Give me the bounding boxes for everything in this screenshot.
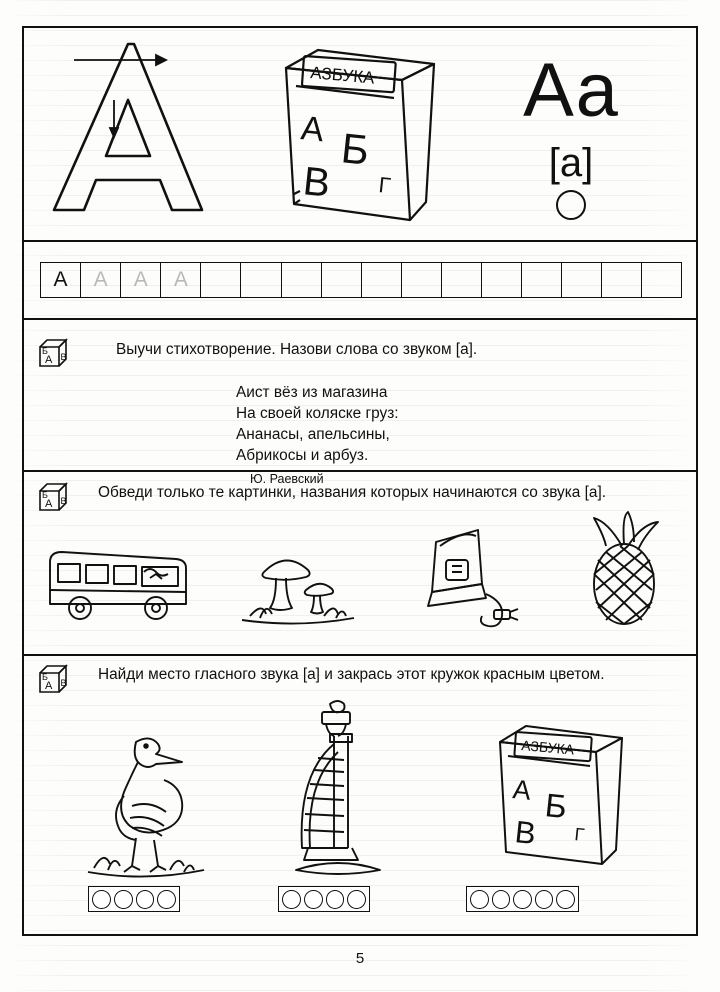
strip-cell[interactable]: А	[40, 262, 80, 298]
iron-icon[interactable]	[402, 526, 532, 630]
alphabet-book-icon	[270, 34, 450, 224]
task-sound-place	[24, 658, 696, 928]
svg-text:Г: Г	[573, 824, 586, 845]
cube-letter-a: А	[45, 354, 53, 366]
strip-cell[interactable]	[601, 262, 641, 298]
alphabet-book-icon[interactable]	[486, 712, 636, 868]
header-area	[24, 28, 696, 224]
svg-text:А: А	[511, 774, 533, 806]
sound-label: [а]	[548, 141, 594, 185]
svg-text:Г: Г	[377, 172, 392, 199]
answer-circle[interactable]	[136, 890, 155, 909]
answer-circle[interactable]	[157, 890, 176, 909]
task-poem-instruction: Выучи стихотворение. Назови слова со звуком [а].	[116, 341, 478, 358]
bus-icon[interactable]	[44, 542, 194, 628]
cube-letter-b: Б	[42, 346, 48, 356]
svg-text:А: А	[45, 498, 53, 510]
strip-cell[interactable]	[240, 262, 280, 298]
task-sound-instruction: Найди место гласного звука [а] и закрась этот кружок красным цветом.	[98, 666, 605, 683]
svg-text:Б: Б	[339, 124, 372, 174]
poem-line: На своей коляске груз:	[236, 405, 399, 422]
letter-pair: Аа	[523, 48, 619, 133]
answer-circle[interactable]	[470, 890, 489, 909]
task-circle-instruction: Обведи только те картинки, названия которых начинаются со звука [а].	[98, 484, 607, 501]
sound-circle	[556, 190, 586, 220]
answer-circle[interactable]	[556, 890, 575, 909]
svg-text:А: А	[45, 680, 53, 692]
svg-text:А: А	[299, 109, 326, 150]
strip-cell[interactable]: А	[120, 262, 160, 298]
answer-circle[interactable]	[535, 890, 554, 909]
answer-circle[interactable]	[347, 890, 366, 909]
strip-cell[interactable]	[441, 262, 481, 298]
strip-cell[interactable]	[321, 262, 361, 298]
svg-text:В: В	[513, 814, 538, 852]
strip-cell[interactable]: А	[80, 262, 120, 298]
answer-circle[interactable]	[304, 890, 323, 909]
svg-text:АЗБУКА: АЗБУКА	[309, 63, 376, 88]
big-letter-a-outline	[44, 38, 214, 218]
strip-cell[interactable]	[481, 262, 521, 298]
svg-text:В: В	[60, 496, 67, 506]
svg-text:В: В	[60, 678, 67, 688]
stork-icon[interactable]	[74, 722, 214, 882]
cube-icon	[36, 480, 70, 514]
divider-top	[24, 240, 696, 242]
task-circle-pictures	[24, 480, 696, 650]
strip-cell[interactable]	[401, 262, 441, 298]
strip-cell[interactable]	[521, 262, 561, 298]
harp-icon[interactable]	[274, 698, 404, 880]
task-poem	[24, 320, 696, 486]
answer-circle[interactable]	[326, 890, 345, 909]
answer-circle[interactable]	[92, 890, 111, 909]
cube-letter-v: В	[60, 352, 67, 362]
strip-cell[interactable]	[561, 262, 601, 298]
poem-line: Ананасы, апельсины,	[236, 426, 390, 443]
divider-task2	[24, 470, 696, 472]
strip-cell[interactable]	[200, 262, 240, 298]
letter-heading	[476, 48, 666, 220]
poem-line: Абрикосы и арбуз.	[236, 447, 369, 464]
svg-text:Б: Б	[42, 672, 48, 682]
pineapple-icon[interactable]	[570, 512, 680, 630]
strip-cell[interactable]: А	[160, 262, 200, 298]
answer-circle[interactable]	[492, 890, 511, 909]
strip-cell[interactable]	[281, 262, 321, 298]
svg-text:АЗБУКА: АЗБУКА	[520, 737, 575, 758]
answer-circle[interactable]	[513, 890, 532, 909]
svg-text:В: В	[301, 159, 333, 206]
answer-circle[interactable]	[114, 890, 133, 909]
page-number: 5	[355, 950, 365, 967]
answer-row-harp[interactable]	[278, 886, 370, 912]
answer-row-stork[interactable]	[88, 886, 180, 912]
svg-text:Б: Б	[42, 490, 48, 500]
mushrooms-icon[interactable]	[232, 538, 362, 630]
cube-icon	[36, 662, 70, 696]
answer-row-book[interactable]	[466, 886, 579, 912]
strip-cell[interactable]	[641, 262, 681, 298]
divider-task3	[24, 654, 696, 656]
poem-author: Ю. Раевский	[250, 472, 324, 486]
answer-circle[interactable]	[282, 890, 301, 909]
poem-line: Аист вёз из магазина	[236, 384, 388, 401]
strip-cell[interactable]	[361, 262, 401, 298]
handwriting-strip[interactable]	[40, 262, 682, 298]
cube-icon	[36, 336, 70, 370]
svg-text:Б: Б	[543, 786, 569, 826]
